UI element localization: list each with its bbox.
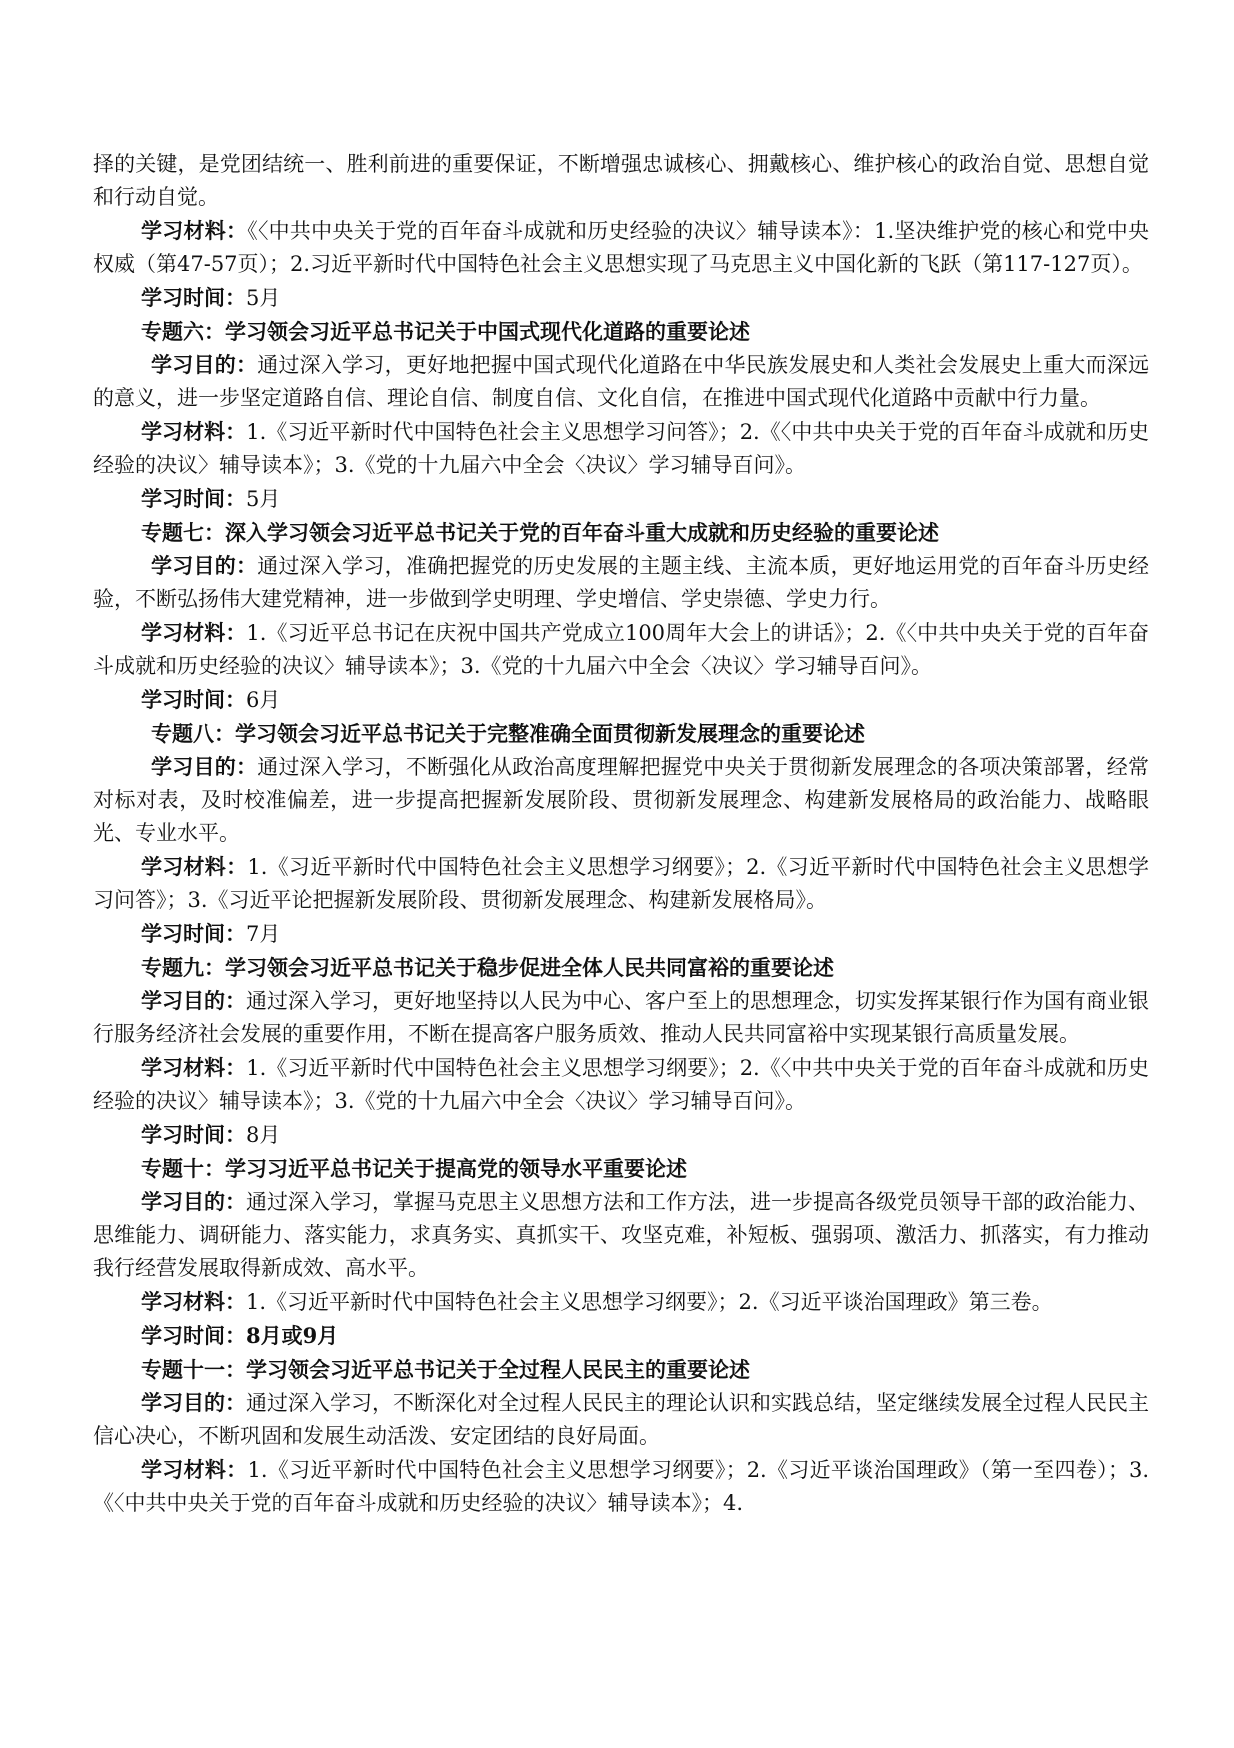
time-label: 学习时间： [141, 687, 246, 712]
topic-7-purpose [93, 549, 1149, 616]
topic-10-time [93, 1319, 1149, 1353]
intro-time-value: 5月 [246, 286, 281, 310]
topic-11-purpose-text: 通过深入学习，不断深化对全过程人民民主的理论认识和实践总结，坚定继续发展全过程人民民主信心决心，不断巩固和发展生动活泼、安定团结的良好局面。 [93, 1391, 1149, 1448]
topic-6-materials-text: 1.《习近平新时代中国特色社会主义思想学习问答》；2.《〈中共中央关于党的百年奋斗成就和历史经验的决议〉辅导读本》；3.《党的十九届六中全会〈决议〉学习辅导百问》。 [93, 420, 1150, 477]
purpose-label: 学习目的： [151, 754, 258, 779]
materials-label: 学习材料： [141, 854, 248, 879]
topic-8-purpose-text: 通过深入学习，不断强化从政治高度理解把握党中央关于贯彻新发展理念的各项决策部署，经常对标对表，及时校准偏差，进一步提高把握新发展阶段、贯彻新发展理念、构建新发展格局的政治能力、战略眼光、专业水平。 [93, 755, 1150, 845]
topic-9-materials-text: 1.《习近平新时代中国特色社会主义思想学习纲要》；2.《〈中共中央关于党的百年奋斗成就和历史经验的决议〉辅导读本》；3.《党的十九届六中全会〈决议〉学习辅导百问》。 [93, 1056, 1150, 1113]
topic-8-purpose [93, 750, 1149, 850]
topic-6-time [93, 482, 1149, 516]
topic-11-materials [93, 1453, 1149, 1520]
intro-materials [93, 214, 1149, 281]
topic-9-time [93, 1118, 1149, 1152]
purpose-label: 学习目的： [151, 553, 258, 578]
topic-6-materials [93, 415, 1149, 482]
topic-10-title: 专题十：学习习近平总书记关于提高党的领导水平重要论述 [141, 1156, 687, 1181]
time-label: 学习时间： [141, 1323, 246, 1348]
intro-paragraph: 择的关键，是党团结统一、胜利前进的重要保证，不断增强忠诚核心、拥戴核心、维护核心的政治自觉、思想自觉和行动自觉。 [93, 152, 1149, 209]
purpose-label: 学习目的： [141, 1390, 246, 1415]
topic-8-materials [93, 850, 1149, 917]
topic-6-purpose [93, 348, 1149, 415]
topic-11-purpose [93, 1386, 1149, 1453]
topic-7-title: 专题七：深入学习领会习近平总书记关于党的百年奋斗重大成就和历史经验的重要论述 [141, 520, 939, 545]
purpose-label: 学习目的： [151, 352, 258, 377]
time-label: 学习时间： [141, 285, 246, 310]
topic-7-materials-text: 1.《习近平总书记在庆祝中国共产党成立100周年大会上的讲话》；2.《〈中共中央关于党的百年奋斗成就和历史经验的决议〉辅导读本》；3.《党的十九届六中全会〈决议〉学习辅导百问》。 [93, 621, 1149, 678]
topic-10-materials [93, 1285, 1149, 1319]
materials-label: 学习材料： [141, 419, 247, 444]
topic-9-materials [93, 1051, 1149, 1118]
intro-time [93, 281, 1149, 315]
topic-11-materials-text: 1.《习近平新时代中国特色社会主义思想学习纲要》；2.《习近平谈治国理政》（第一至四卷）；3.《〈中共中央关于党的百年奋斗成就和历史经验的决议〉辅导读本》；4. [93, 1458, 1150, 1515]
topic-8-materials-text: 1.《习近平新时代中国特色社会主义思想学习纲要》；2.《习近平新时代中国特色社会主义思想学习问答》；3.《习近平论把握新发展阶段、贯彻新发展理念、构建新发展格局》。 [93, 855, 1149, 912]
materials-label: 学习材料： [141, 1457, 248, 1482]
topic-8-title: 专题八：学习领会习近平总书记关于完整准确全面贯彻新发展理念的重要论述 [151, 721, 865, 746]
topic-9-title: 专题九：学习领会习近平总书记关于稳步促进全体人民共同富裕的重要论述 [141, 955, 834, 980]
topic-7-purpose-text: 通过深入学习，准确把握党的历史发展的主题主线、主流本质，更好地运用党的百年奋斗历史经验，不断弘扬伟大建党精神，进一步做到学史明理、学史增信、学史崇德、学史力行。 [93, 554, 1150, 611]
materials-label: 学习材料： [141, 218, 248, 243]
time-label: 学习时间： [141, 1122, 246, 1147]
materials-label: 学习材料： [141, 1289, 246, 1314]
topic-6-title: 专题六：学习领会习近平总书记关于中国式现代化道路的重要论述 [141, 319, 750, 344]
topic-7-time-value: 6月 [246, 688, 281, 712]
topic-9-time-value: 8月 [246, 1123, 281, 1147]
topic-9-purpose-text: 通过深入学习，更好地坚持以人民为中心、客户至上的思想理念，切实发挥某银行作为国有商业银行服务经济社会发展的重要作用，不断在提高客户服务质效、推动人民共同富裕中实现某银行高质量发展。 [93, 989, 1149, 1046]
topic-9-purpose [93, 984, 1149, 1051]
intro-materials-text: 《〈中共中央关于党的百年奋斗成就和历史经验的决议〉辅导读本》：1.坚决维护党的核心和党中央权威（第47-57页）；2.习近平新时代中国特色社会主义思想实现了马克思主义中国化新的飞跃（第117-127页）。 [93, 219, 1149, 276]
topic-8-time-value: 7月 [246, 922, 281, 946]
topic-10-purpose [93, 1185, 1149, 1285]
materials-label: 学习材料： [141, 620, 247, 645]
topic-10-purpose-text: 通过深入学习，掌握马克思主义思想方法和工作方法，进一步提高各级党员领导干部的政治能力、思维能力、调研能力、落实能力，求真务实、真抓实干、攻坚克难，补短板、强弱项、激活力、抓落实，有力推动我行经营发展取得新成效、高水平。 [93, 1190, 1149, 1280]
purpose-label: 学习目的： [141, 1189, 246, 1214]
topic-7-materials [93, 616, 1149, 683]
topic-11-title: 专题十一：学习领会习近平总书记关于全过程人民民主的重要论述 [141, 1357, 750, 1382]
topic-7-time [93, 683, 1149, 717]
topic-6-time-value: 5月 [246, 487, 281, 511]
topic-10-time-value: 8月或9月 [246, 1323, 339, 1348]
materials-label: 学习材料： [141, 1055, 247, 1080]
topic-8-time [93, 917, 1149, 951]
purpose-label: 学习目的： [141, 988, 246, 1013]
topic-6-purpose-text: 通过深入学习，更好地把握中国式现代化道路在中华民族发展史和人类社会发展史上重大而深远的意义，进一步坚定道路自信、理论自信、制度自信、文化自信，在推进中国式现代化道路中贡献中行力量。 [93, 353, 1150, 410]
time-label: 学习时间： [141, 486, 246, 511]
topic-10-materials-text: 1.《习近平新时代中国特色社会主义思想学习纲要》；2.《习近平谈治国理政》第三卷。 [246, 1290, 1053, 1314]
time-label: 学习时间： [141, 921, 246, 946]
